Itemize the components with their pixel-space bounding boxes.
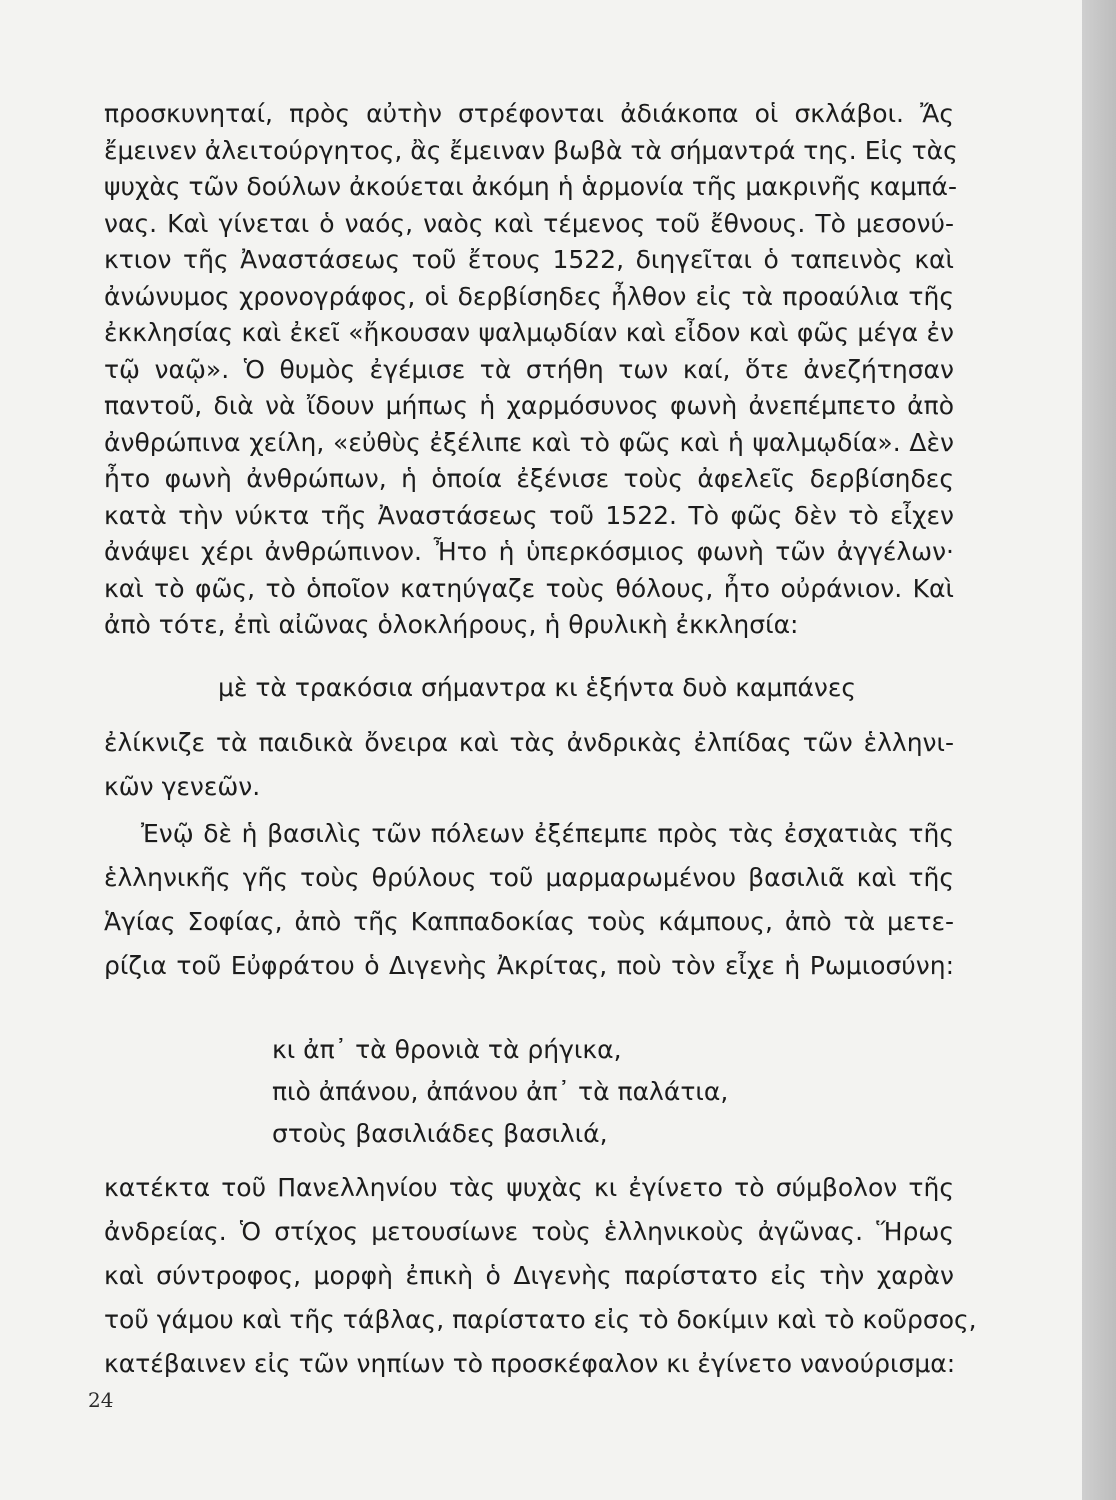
text-line: ἀπὸ τότε, ἐπὶ αἰῶνας ὁλοκλήρους, ἡ θρυλικὴ ἐκκλησία: [104, 610, 799, 639]
text-line: καὶ σύντροφος, μορφὴ ἐπικὴ ὁ Διγενὴς παρίστατο εἰς τὴν χαρὰν [104, 1261, 954, 1290]
verse-line: πιὸ ἀπάνου, ἀπάνου ἀπ᾽ τὰ παλάτια, [272, 1077, 729, 1106]
text-line: κατὰ τὴν νύκτα τῆς Ἀναστάσεως τοῦ 1522. Τὸ φῶς δὲν τὸ εἶχεν [104, 500, 954, 530]
text-line: κατέκτα τοῦ Πανελληνίου τὰς ψυχὰς κι ἐγίνετο τὸ σύμβολον τῆς [104, 1173, 954, 1202]
text-line: τῷ ναῷ». Ὁ θυμὸς ἐγέμισε τὰ στήθη των καί, ὅτε ἀνεζήτησαν [104, 354, 954, 384]
text-line: καὶ τὸ φῶς, τὸ ὁποῖον κατηύγαζε τοὺς θόλους, ἦτο οὐράνιον. Καὶ [104, 573, 954, 603]
text-line: τοῦ γάμου καὶ τῆς τάβλας, παρίστατο εἰς τὸ δοκίμιν καὶ τὸ κοῦρσος, [104, 1305, 977, 1334]
text-line: Ἁγίας Σοφίας, ἀπὸ τῆς Καππαδοκίας τοὺς κάμπους, ἀπὸ τὰ μετε- [104, 907, 954, 936]
verse-line: κι ἀπ᾽ τὰ θρονιὰ τὰ ρήγικα, [272, 1035, 622, 1064]
text-line: κτιον τῆς Ἀναστάσεως τοῦ ἔτους 1522, διηγεῖται ὁ ταπεινὸς καὶ [104, 245, 954, 274]
text-line: ψυχὰς τῶν δούλων ἀκούεται ἀκόμη ἡ ἁρμονία τῆς μακρινῆς καμπά- [104, 172, 957, 201]
text-line: κῶν γενεῶν. [104, 772, 261, 801]
verse-line: στοὺς βασιλιάδες βασιλιά, [272, 1119, 608, 1148]
text-line: ρίζια τοῦ Εὐφράτου ὁ Διγενὴς Ἀκρίτας, ποὺ τὸν εἶχε ἡ Ρωμιοσύνη: [104, 951, 954, 980]
text-line: νας. Καὶ γίνεται ὁ ναός, ναὸς καὶ τέμενος τοῦ ἔθνους. Τὸ μεσονύ- [104, 208, 954, 238]
text-line: ἀνάψει χέρι ἀνθρώπινον. Ἦτο ἡ ὑπερκόσμιος φωνὴ τῶν ἀγγέλων· [104, 537, 954, 566]
text-line: ἀνδρείας. Ὁ στίχος μετουσίωνε τοὺς ἑλληνικοὺς ἀγῶνας. Ἥρως [104, 1217, 954, 1246]
text-line: ἑλληνικῆς γῆς τοὺς θρύλους τοῦ μαρμαρωμένου βασιλιᾶ καὶ τῆς [104, 863, 954, 892]
text-line: ἦτο φωνὴ ἀνθρώπων, ἡ ὁποία ἐξένισε τοὺς ἀφελεῖς δερβίσηδες [104, 464, 954, 493]
verse-quote-1: μὲ τὰ τρακόσια σήμαντρα κι ἑξήντα δυὸ καμπάνες [218, 673, 857, 702]
page-number: 24 [88, 1388, 114, 1412]
text-line: ἔμεινεν ἀλειτούργητος, ἂς ἔμειναν βωβὰ τὰ σήμαντρά της. Εἰς τὰς [104, 135, 958, 165]
text-line: κατέβαινεν εἰς τῶν νηπίων τὸ προσκέφαλον κι ἐγίνετο νανούρισμα: [104, 1349, 956, 1378]
text-line: Ἐνῷ δὲ ἡ βασιλὶς τῶν πόλεων ἐξέπεμπε πρὸς τὰς ἐσχατιὰς τῆς [141, 819, 954, 848]
text-line: ἀνθρώπινα χείλη, «εὐθὺς ἐξέλιπε καὶ τὸ φῶς καὶ ἡ ψαλμῳδία». Δὲν [104, 427, 954, 457]
text-line: ἐκκλησίας καὶ ἐκεῖ «ἤκουσαν ψαλμῳδίαν καὶ εἶδον καὶ φῶς μέγα ἐν [104, 318, 954, 347]
text-line: προσκυνηταί, πρὸς αὐτὴν στρέφονται ἀδιάκοπα οἱ σκλάβοι. Ἄς [104, 99, 954, 128]
page-edge [1082, 0, 1116, 1500]
text-line: παντοῦ, διὰ νὰ ἴδουν μήπως ἡ χαρμόσυνος φωνὴ ἀνεπέμπετο ἀπὸ [104, 391, 954, 420]
text-line: ἐλίκνιζε τὰ παιδικὰ ὄνειρα καὶ τὰς ἀνδρικὰς ἐλπίδας τῶν ἑλληνι- [104, 728, 954, 757]
text-line: ἀνώνυμος χρονογράφος, οἱ δερβίσηδες ἦλθον εἰς τὰ προαύλια τῆς [104, 281, 954, 311]
